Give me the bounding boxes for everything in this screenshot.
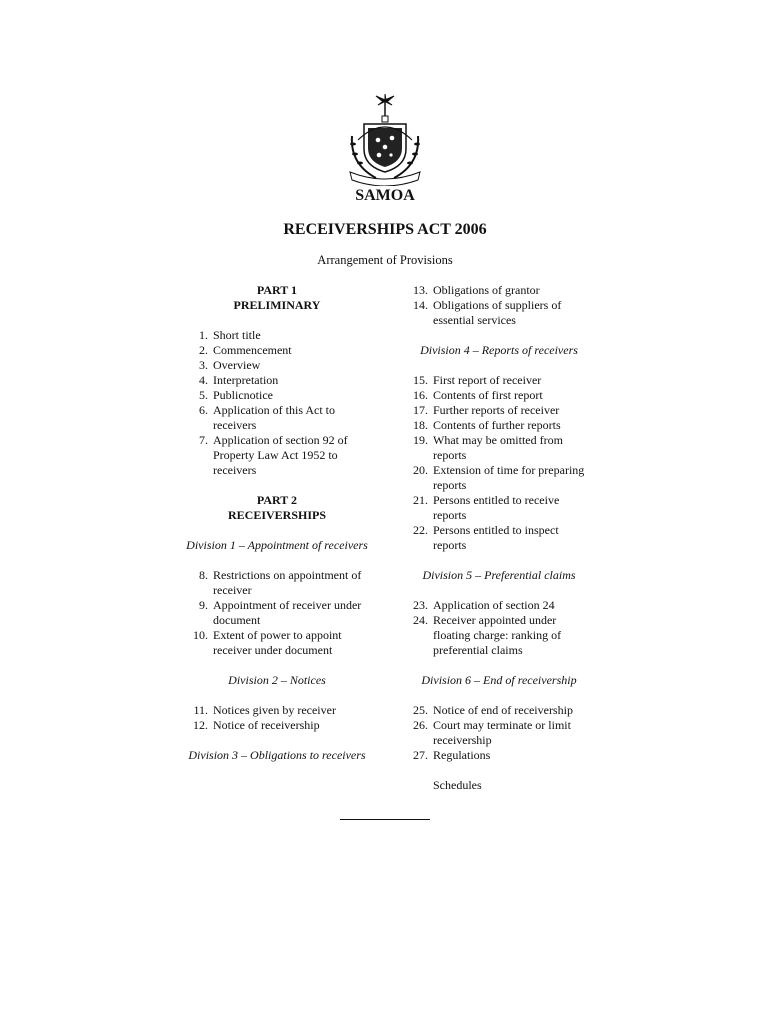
- provision-item[interactable]: 23. Application of section 24: [413, 598, 555, 612]
- samoa-coat-of-arms-logo: [338, 94, 432, 186]
- provision-item[interactable]: 4. Interpretation: [199, 373, 279, 387]
- provision-item[interactable]: 26. Court may terminate or limit receivership: [413, 718, 571, 747]
- provision-item[interactable]: 19. What may be omitted from reports: [413, 433, 563, 462]
- division-heading: Division 4 – Reports of receivers: [420, 343, 578, 357]
- arrangement-heading: Arrangement of Provisions: [317, 253, 453, 267]
- provision-item[interactable]: 7. Application of section 92 of Property Law Act 1952 to receivers: [199, 433, 348, 477]
- provision-item[interactable]: 20. Extension of time for preparing reports: [413, 463, 585, 492]
- provision-item[interactable]: 12. Notice of receivership: [193, 718, 320, 732]
- provision-item[interactable]: 18. Contents of further reports: [413, 418, 561, 432]
- provision-item[interactable]: 21. Persons entitled to receive reports: [413, 493, 560, 522]
- division-heading: Division 5 – Preferential claims: [422, 568, 576, 582]
- provision-item[interactable]: 15. First report of receiver: [413, 373, 542, 387]
- provision-item[interactable]: 14. Obligations of suppliers of essential services: [413, 298, 562, 327]
- division-heading: Division 3 – Obligations to receivers: [188, 748, 366, 762]
- provision-item[interactable]: 10. Extent of power to appoint receiver under document: [193, 628, 342, 657]
- provision-item[interactable]: 25. Notice of end of receivership: [413, 703, 573, 717]
- provision-item[interactable]: 5. Publicnotice: [199, 388, 273, 402]
- provision-item[interactable]: 9. Appointment of receiver under document: [199, 598, 362, 627]
- part-label: PART 1: [256, 283, 298, 297]
- schedules-link[interactable]: Schedules: [433, 778, 482, 792]
- act-title: RECEIVERSHIPS ACT 2006: [283, 221, 487, 238]
- provision-item[interactable]: 24. Receiver appointed under floating charge: ranking of preferential claims: [413, 613, 562, 657]
- provision-item[interactable]: 16. Contents of first report: [413, 388, 543, 402]
- provision-item[interactable]: 8. Restrictions on appointment of receiver: [199, 568, 362, 597]
- left-column: [186, 283, 368, 763]
- part-label: PART 2: [256, 493, 298, 507]
- provision-item[interactable]: 2. Commencement: [199, 343, 292, 357]
- section-divider: [340, 819, 430, 820]
- division-heading: Division 1 – Appointment of receivers: [186, 538, 368, 552]
- provision-item[interactable]: 6. Application of this Act to receivers: [199, 403, 335, 432]
- country-title: SAMOA: [355, 187, 415, 204]
- division-heading: Division 6 – End of receivership: [421, 673, 577, 687]
- provision-item[interactable]: 1. Short title: [199, 328, 261, 342]
- provision-item[interactable]: 27. Regulations: [413, 748, 491, 762]
- provision-item[interactable]: 11. Notices given by receiver: [193, 703, 336, 717]
- provision-item[interactable]: 3. Overview: [199, 358, 261, 372]
- part-title: PRELIMINARY: [233, 298, 321, 312]
- provision-item[interactable]: 22. Persons entitled to inspect reports: [413, 523, 559, 552]
- right-column: [406, 283, 592, 793]
- division-heading: Division 2 – Notices: [228, 673, 326, 687]
- provision-item[interactable]: 13. Obligations of grantor: [413, 283, 540, 297]
- provision-item[interactable]: 17. Further reports of receiver: [413, 403, 560, 417]
- part-title: RECEIVERSHIPS: [227, 508, 327, 522]
